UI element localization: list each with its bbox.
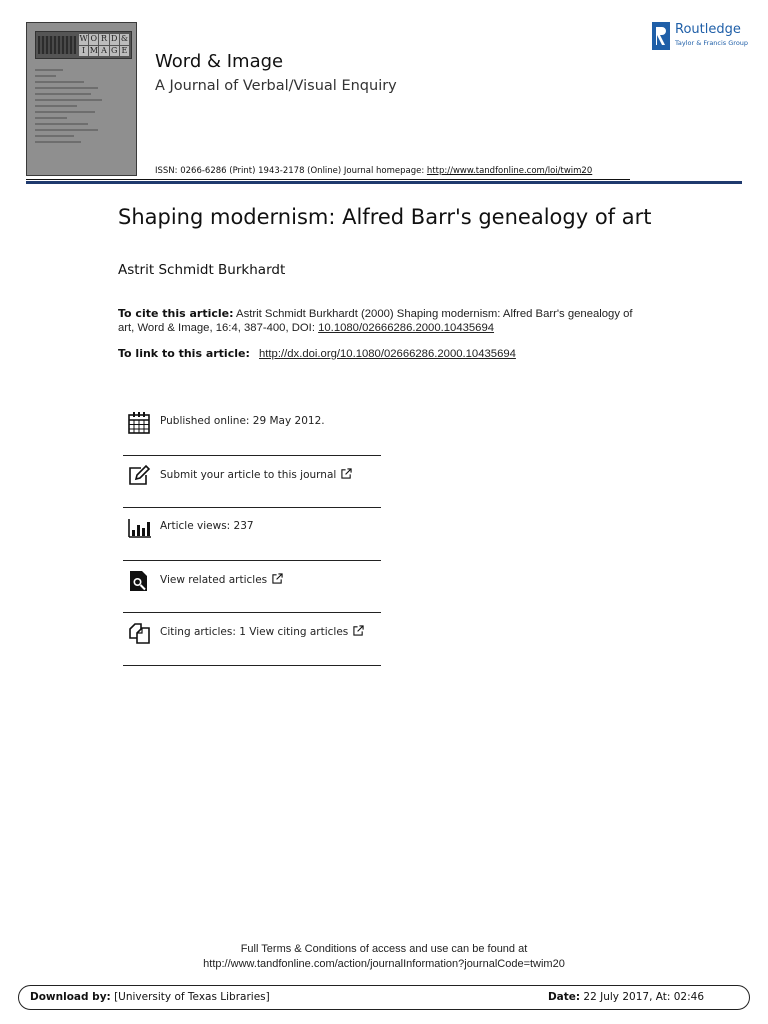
calendar-icon bbox=[127, 411, 151, 435]
article-views-item bbox=[123, 508, 381, 561]
cover-letter-grid bbox=[79, 34, 129, 56]
cover-text-lines bbox=[35, 69, 105, 147]
publisher-name: Routledge bbox=[675, 22, 741, 37]
cover-letter: I bbox=[79, 46, 88, 57]
published-online-item bbox=[123, 403, 381, 456]
cover-letter: & bbox=[120, 34, 128, 43]
cover-letter: R bbox=[100, 34, 107, 43]
download-label: Download by: bbox=[30, 991, 111, 1003]
external-link-icon bbox=[341, 468, 352, 479]
submit-article-item[interactable] bbox=[123, 456, 381, 509]
cover-letter: A bbox=[101, 45, 107, 55]
article-views-text: Article views: 237 bbox=[160, 520, 254, 532]
citing-articles-link[interactable] bbox=[160, 625, 364, 638]
journal-homepage-link[interactable]: http://www.tandfonline.com/loi/twim20 bbox=[426, 166, 593, 176]
terms-line: Full Terms & Conditions of access and use can be found at bbox=[240, 943, 528, 955]
external-link-icon bbox=[272, 573, 283, 584]
header-accent-bar bbox=[26, 181, 742, 184]
submit-article-text: Submit your article to this journal bbox=[160, 468, 337, 481]
article-link-block bbox=[118, 347, 516, 360]
journal-subtitle: A Journal of Verbal/Visual Enquiry bbox=[155, 78, 397, 94]
cover-letter: D bbox=[110, 34, 118, 43]
link-label: To link to this article: bbox=[118, 347, 250, 360]
routledge-logo-icon bbox=[652, 22, 670, 50]
publisher-logo[interactable] bbox=[652, 20, 752, 52]
cover-letter: E bbox=[121, 45, 128, 55]
download-value: [University of Texas Libraries] bbox=[110, 991, 270, 1003]
cover-letter: O bbox=[90, 34, 98, 43]
terms-notice bbox=[0, 942, 768, 972]
edit-icon bbox=[127, 464, 151, 488]
cover-letter: M bbox=[89, 45, 98, 55]
search-document-icon bbox=[127, 569, 151, 593]
download-date bbox=[548, 991, 704, 1003]
terms-url[interactable]: http://www.tandfonline.com/action/journalInformation?journalCode=twim20 bbox=[203, 958, 565, 970]
article-metrics-list bbox=[123, 403, 381, 666]
cover-letter: G bbox=[111, 45, 118, 55]
article-url-link[interactable]: http://dx.doi.org/10.1080/02666286.2000.10435694 bbox=[259, 348, 516, 360]
published-online-text: Published online: 29 May 2012. bbox=[160, 415, 325, 427]
related-articles-link[interactable] bbox=[160, 573, 283, 586]
citing-articles-item[interactable] bbox=[123, 613, 381, 666]
external-link-icon bbox=[353, 625, 364, 636]
related-articles-item[interactable] bbox=[123, 561, 381, 614]
journal-cover-image bbox=[26, 22, 137, 176]
publisher-group: Taylor & Francis Group bbox=[675, 39, 749, 47]
issn-text: ISSN: 0266-6286 (Print) 1943-2178 (Online) Journal homepage: bbox=[155, 166, 427, 176]
bar-chart-icon bbox=[127, 516, 151, 540]
related-articles-text: View related articles bbox=[160, 573, 268, 586]
article-title: Shaping modernism: Alfred Barr's genealogy of art bbox=[118, 205, 652, 229]
download-by bbox=[30, 991, 270, 1003]
date-value: 22 July 2017, At: 02:46 bbox=[580, 991, 704, 1003]
download-info-bar bbox=[18, 985, 750, 1010]
journal-title: Word & Image bbox=[155, 51, 284, 72]
citing-documents-icon bbox=[127, 621, 151, 645]
cite-label: To cite this article: bbox=[118, 307, 234, 320]
cite-text: Astrit Schmidt Burkhardt (2000) Shaping modernism: Alfred Barr's genealogy of art, Word & Image, 16:4, 387-400, DOI: bbox=[118, 308, 633, 334]
citing-articles-text: Citing articles: 1 View citing articles bbox=[160, 626, 349, 638]
doi-link[interactable]: 10.1080/02666286.2000.10435694 bbox=[318, 322, 495, 334]
cover-stripe bbox=[38, 36, 76, 54]
cover-letter: W bbox=[79, 34, 88, 43]
submit-article-link[interactable] bbox=[160, 468, 352, 481]
cover-masthead bbox=[35, 31, 132, 59]
date-label: Date: bbox=[547, 991, 581, 1003]
header-divider bbox=[26, 179, 630, 180]
article-author: Astrit Schmidt Burkhardt bbox=[118, 262, 286, 278]
citation-block bbox=[118, 307, 648, 335]
issn-line bbox=[155, 166, 592, 176]
